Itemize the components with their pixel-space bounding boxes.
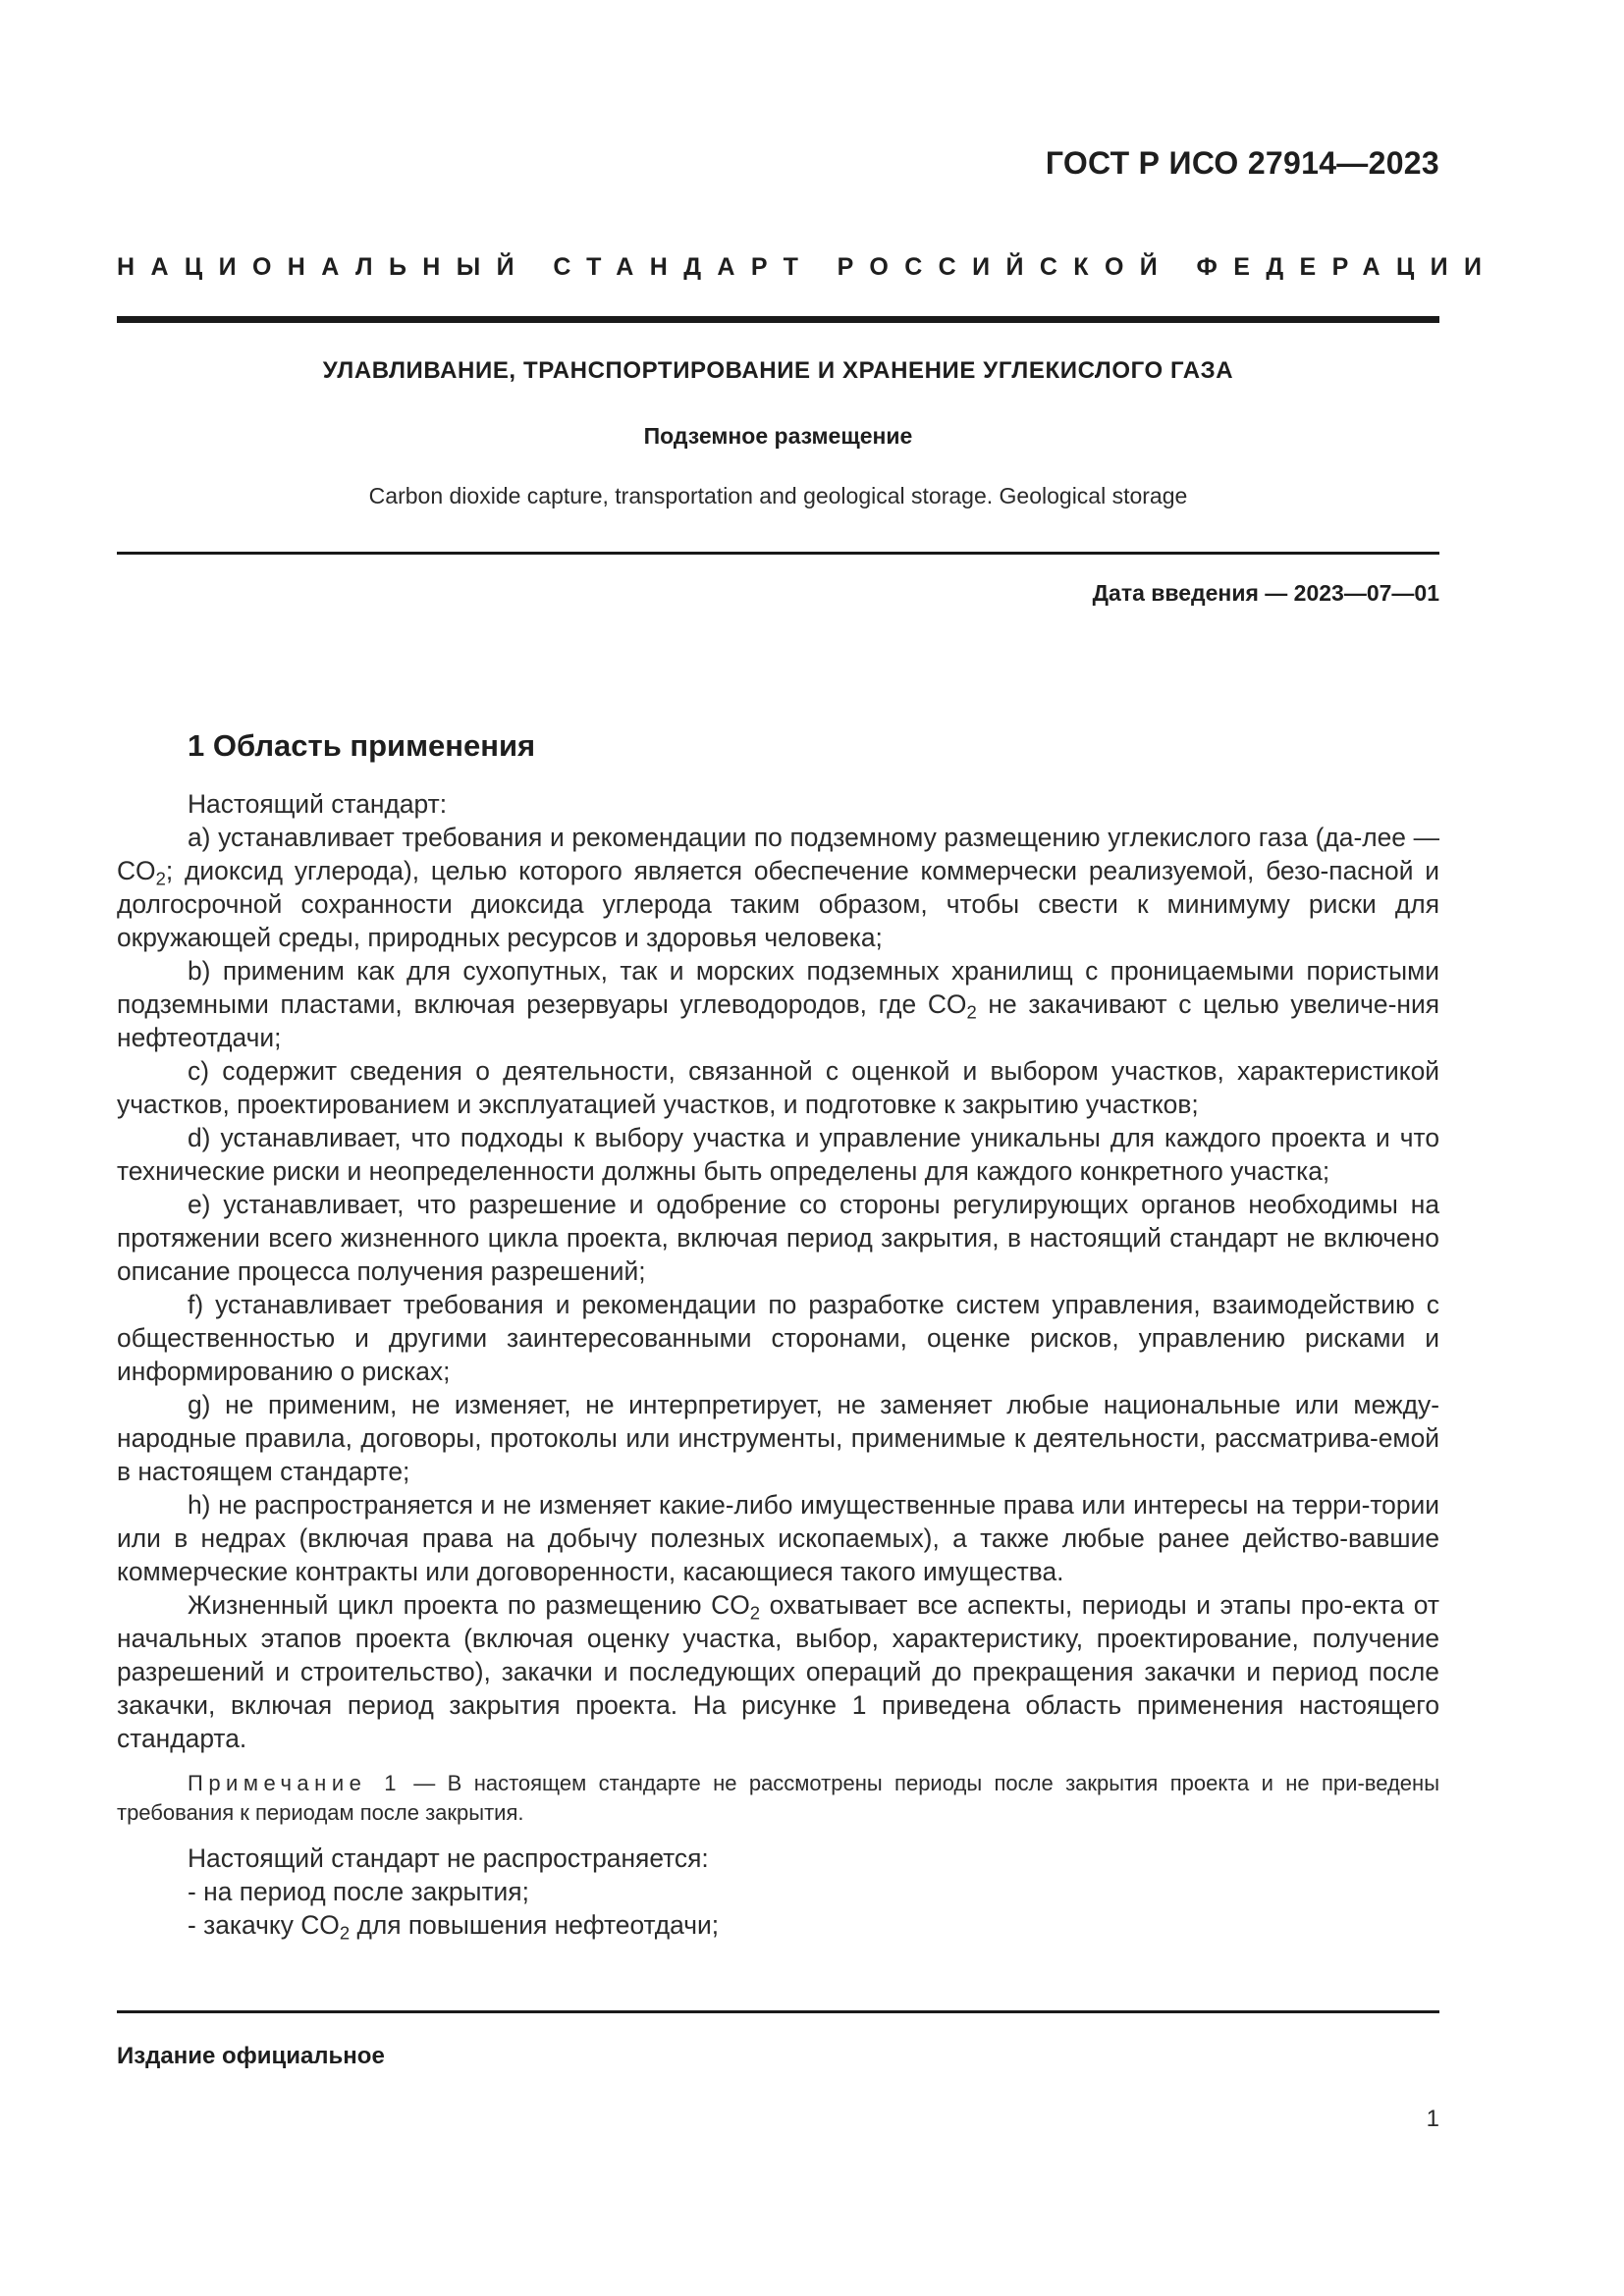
lifecycle-paragraph	[117, 1588, 1439, 1755]
not-applicable-lead: Настоящий стандарт не распространяется:	[188, 1843, 709, 1873]
subscript: 2	[749, 1602, 761, 1624]
not-applicable-item-2-text-1: - закачку CO	[188, 1910, 340, 1940]
footer-divider	[117, 2010, 1439, 2013]
scope-lead: Настоящий стандарт:	[188, 789, 448, 819]
scope-item-b-text-2: не закачивают с целью увеличе-ния нефтеотдачи;	[117, 989, 1439, 1052]
note-label: Примечание 1	[188, 1771, 402, 1795]
title-divider	[117, 552, 1439, 555]
scope-item-b	[117, 954, 1439, 1054]
document-title: УЛАВЛИВАНИЕ, ТРАНСПОРТИРОВАНИЕ И ХРАНЕНИЕ УГЛЕКИСЛОГО ГАЗА	[322, 357, 1234, 384]
section-heading: 1 Область применения	[188, 728, 536, 763]
lifecycle-text-1: Жизненный цикл проекта по размещению CO	[188, 1590, 750, 1620]
subscript: 2	[966, 1001, 977, 1023]
header-divider	[117, 316, 1439, 323]
note-1	[117, 1769, 1439, 1828]
page-number: 1	[1426, 2106, 1439, 2132]
document-page	[117, 0, 1498, 2296]
introduction-date: Дата введения — 2023—07—01	[1092, 580, 1439, 606]
scope-item-a-text-1: a) устанавливает требования и рекомендации по подземному размещению углекислого газа (да-лее — CO	[117, 823, 1439, 885]
not-applicable-item-1: - на период после закрытия;	[188, 1877, 529, 1906]
standard-number: ГОСТ Р ИСО 27914—2023	[1045, 145, 1439, 181]
not-applicable-item-2	[117, 1908, 1439, 1942]
scope-item-a	[117, 821, 1439, 954]
not-applicable-item-2-text-2: для повышения нефтеотдачи;	[350, 1910, 720, 1940]
lifecycle-text-2: охватывает все аспекты, периоды и этапы про-екта от начальных этапов проекта (включая оценку участка, выбор, характеристику, проектирование, получение разрешений и строительство), закачки и последующих операций до прекращения закачки и период после закачки, включая период закрытия проекта. На рисунке 1 приведена область применения настоящего стандарта.	[117, 1590, 1439, 1753]
english-title: Carbon dioxide capture, transportation and geological storage. Geological storage	[368, 483, 1188, 508]
scope-item-c: c) содержит сведения о деятельности, связанной с оценкой и выбором участков, характеристикой участков, проектированием и эксплуатацией участков, и подготовке к закрытию участков;	[117, 1056, 1439, 1119]
scope-item-e: e) устанавливает, что разрешение и одобрение со стороны регулирующих органов необходимы на протяжении всего жизненного цикла проекта, включая период закрытия, в настоящий стандарт не включено описание процесса получения разрешений;	[117, 1190, 1439, 1286]
national-standard-banner: НАЦИОНАЛЬНЫЙ СТАНДАРТ РОССИЙСКОЙ ФЕДЕРАЦИИ	[117, 253, 1498, 281]
official-edition-label: Издание официальное	[117, 2043, 385, 2069]
scope-item-g: g) не применим, не изменяет, не интерпретирует, не заменяет любые национальные или между-народные правила, договоры, протоколы или инструменты, применимые к деятельности, рассматрива-емой в настоящем стандарте;	[117, 1390, 1439, 1486]
scope-item-h: h) не распространяется и не изменяет какие-либо имущественные права или интересы на терри-тории или в недрах (включая права на добычу полезных ископаемых), а также любые ранее действо-вавшие коммерческие контракты или договоренности, касающиеся такого имущества.	[117, 1490, 1439, 1586]
note-text: — В настоящем стандарте не рассмотрены периоды после закрытия проекта и не при-ведены требования к периодам после закрытия.	[117, 1771, 1440, 1825]
scope-item-b-text-1: b) применим как для сухопутных, так и морских подземных хранилищ с проницаемыми пористыми подземными пластами, включая резервуары углеводородов, где CO	[117, 956, 1439, 1019]
subscript: 2	[155, 868, 166, 889]
scope-item-f: f) устанавливает требования и рекомендации по разработке систем управления, взаимодействию с общественностью и другими заинтересованными сторонами, оценке рисков, управлению рисками и информированию о рисках;	[117, 1290, 1439, 1386]
document-subtitle: Подземное размещение	[643, 423, 913, 449]
scope-item-d: d) устанавливает, что подходы к выбору участка и управление уникальны для каждого проекта и что технические риски и неопределенности должны быть определены для каждого конкретного участка;	[117, 1123, 1439, 1186]
section-body	[117, 787, 1439, 1942]
subscript: 2	[339, 1922, 351, 1944]
scope-item-a-text-2: ; диоксид углерода), целью которого является обеспечение коммерчески реализуемой, безо-пасной и долгосрочной сохранности диоксида углерода таким образом, чтобы свести к минимуму риски для окружающей среды, природных ресурсов и здоровья человека;	[117, 856, 1439, 952]
